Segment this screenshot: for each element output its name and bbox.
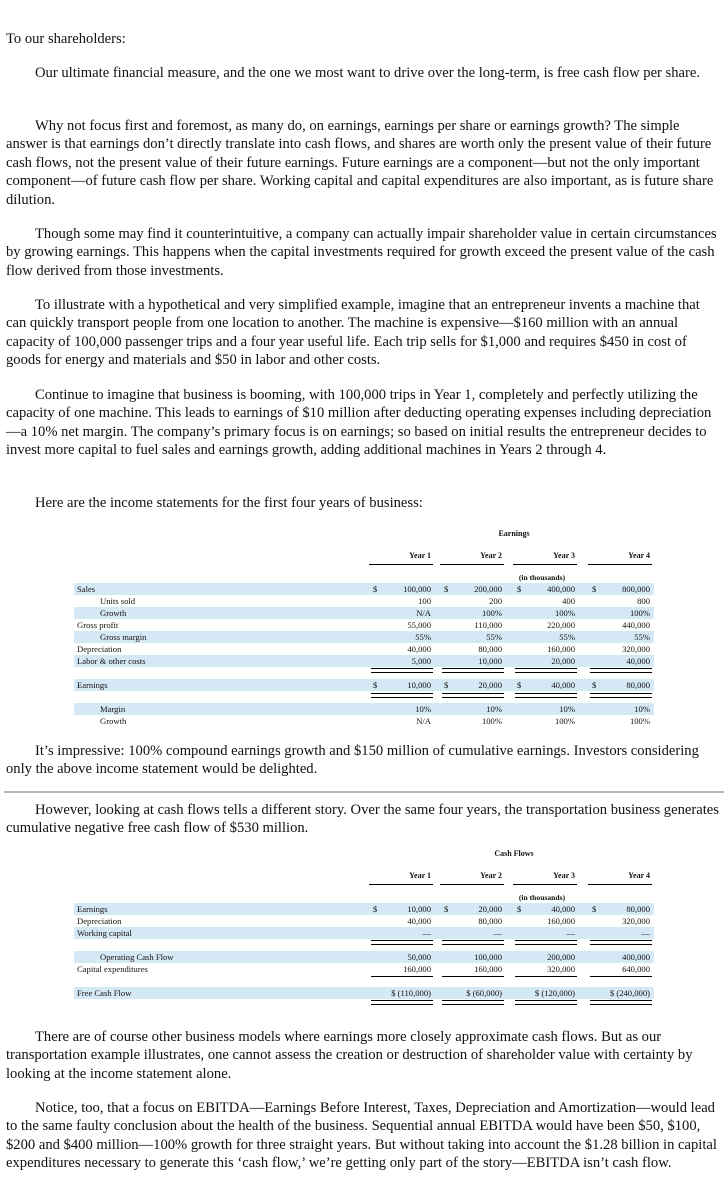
cell-value: 80,000 xyxy=(478,916,502,926)
cell-value: 40,000 xyxy=(407,916,431,926)
cell-value: 160,000 xyxy=(474,964,502,974)
currency-sign: $ xyxy=(444,584,449,594)
cell-value: 160,000 xyxy=(403,964,431,974)
table-row xyxy=(74,903,654,915)
paragraph-1: Our ultimate financial measure, and the one we most want to drive over the long-term, is free cash flow per share. xyxy=(35,65,700,81)
cell-value: 10,000 xyxy=(407,904,431,914)
underline-rule xyxy=(590,672,652,673)
cell-value: 100 xyxy=(418,596,431,606)
year-header: Year 4 xyxy=(628,551,650,560)
cell-value: $ (240,000) xyxy=(609,988,650,998)
year-header: Year 3 xyxy=(553,871,575,880)
row-label: Gross profit xyxy=(77,620,119,630)
year-header: Year 4 xyxy=(628,871,650,880)
paragraph-3: Though some may find it counterintuitive, a company can actually impair shareholder value in certain circumstances by growing earnings. This happens when the capital investments required for growth exceed the present value of the cash flow derived from those investments. xyxy=(6,226,717,279)
cell-value: 80,000 xyxy=(626,680,650,690)
table-row xyxy=(74,927,654,939)
table-row xyxy=(74,595,654,607)
row-label: Capital expenditures xyxy=(77,964,148,974)
paragraph-10: Notice, too, that a focus on EBITDA—Earnings Before Interest, Taxes, Depreciation and Amortization—would lead to the same faulty conclusion about the health of the business. Sequential annual EBITDA would have been $50, $100, $200 and $400 million—100% growth for three straight years. But without taking into account the $1.28 billion in capital expenditures necessary to generate this ‘cash flow,’ we’re getting only part of the story—EBITDA isn’t cash flow. xyxy=(6,1100,717,1172)
cell-value: 80,000 xyxy=(478,644,502,654)
currency-sign: $ xyxy=(373,680,378,690)
underline-rule xyxy=(590,668,652,669)
cell-value: 55% xyxy=(559,632,575,642)
row-label: Operating Cash Flow xyxy=(100,952,174,962)
cell-value: 400,000 xyxy=(622,952,650,962)
cell-value: N/A xyxy=(416,608,431,618)
underline-rule xyxy=(515,976,577,977)
cashflow-table xyxy=(74,848,654,1008)
row-label: Sales xyxy=(77,584,96,594)
cell-value: 40,000 xyxy=(626,656,650,666)
table-row xyxy=(74,607,654,619)
underline-rule xyxy=(590,944,652,945)
year-header: Year 1 xyxy=(409,551,431,560)
cell-value: 800 xyxy=(637,596,650,606)
cell-value: 320,000 xyxy=(622,916,650,926)
cell-value: 320,000 xyxy=(547,964,575,974)
row-label: Depreciation xyxy=(77,916,122,926)
cell-value: 400,000 xyxy=(547,584,575,594)
underline-rule xyxy=(590,693,652,694)
cell-value: 20,000 xyxy=(478,904,502,914)
cell-value: 55% xyxy=(634,632,650,642)
cell-value: 20,000 xyxy=(478,680,502,690)
paragraph-5: Continue to imagine that business is booming, with 100,000 trips in Year 1, completely and perfectly utilizing the capacity of one machine. This leads to earnings of $10 million after deducting operating expenses including depreciation—a 10% net margin. The company’s primary focus is on earnings; so based on initial results the entrepreneur decides to invest more capital to fuel sales and earnings growth, adding additional machines in Years 2 through 4. xyxy=(6,387,712,459)
table-row xyxy=(74,915,654,927)
cell-value: 400 xyxy=(562,596,575,606)
row-label: Margin xyxy=(100,704,126,714)
cell-value: 100% xyxy=(481,716,502,726)
table-row xyxy=(74,963,654,975)
cell-value: 10,000 xyxy=(407,680,431,690)
salutation: To our shareholders: xyxy=(6,31,126,47)
cell-value: 320,000 xyxy=(622,644,650,654)
header-rule xyxy=(513,884,577,885)
cell-value: 40,000 xyxy=(407,644,431,654)
header-rule xyxy=(369,884,433,885)
cell-value: 100% xyxy=(554,716,575,726)
underline-rule xyxy=(442,944,504,945)
row-label: Free Cash Flow xyxy=(77,988,132,998)
currency-sign: $ xyxy=(517,904,522,914)
underline-rule xyxy=(515,668,577,669)
currency-sign: $ xyxy=(517,584,522,594)
cell-value: 55,000 xyxy=(407,620,431,630)
table-row xyxy=(74,619,654,631)
cell-value: 100% xyxy=(629,716,650,726)
underline-rule xyxy=(515,693,577,694)
underline-rule xyxy=(442,672,504,673)
cell-value: 440,000 xyxy=(622,620,650,630)
paragraph-7: It’s impressive: 100% compound earnings growth and $150 million of cumulative earnings. Investors considering only the above income statement would be delighted. xyxy=(6,743,699,778)
underline-rule xyxy=(442,1000,504,1001)
cell-value: 10% xyxy=(415,704,431,714)
table-caption: Cash Flows xyxy=(494,849,534,858)
underline-rule xyxy=(515,944,577,945)
cell-value: 10% xyxy=(559,704,575,714)
underline-rule xyxy=(442,940,504,941)
section-divider xyxy=(4,791,724,793)
underline-rule xyxy=(590,976,652,977)
currency-sign: $ xyxy=(592,904,597,914)
year-header: Year 1 xyxy=(409,871,431,880)
currency-sign: $ xyxy=(373,584,378,594)
cell-value: 100,000 xyxy=(474,952,502,962)
cell-value: $ (120,000) xyxy=(534,988,575,998)
year-header: Year 2 xyxy=(480,871,502,880)
cell-value: 200,000 xyxy=(474,584,502,594)
currency-sign: $ xyxy=(592,680,597,690)
paragraph-9: There are of course other business models where earnings more closely approximate cash flows. But as our transportation example illustrates, one cannot assess the creation or destruction of shareholder value with certainty by looking at the income statement alone. xyxy=(6,1029,693,1082)
underline-rule xyxy=(371,672,433,673)
cell-value: 40,000 xyxy=(551,680,575,690)
underline-rule xyxy=(590,1004,652,1005)
unit-label: (in thousands) xyxy=(518,573,566,582)
underline-rule xyxy=(371,976,433,977)
underline-rule xyxy=(371,668,433,669)
table-row xyxy=(74,655,654,667)
table-row xyxy=(74,583,654,595)
year-header: Year 2 xyxy=(480,551,502,560)
currency-sign: $ xyxy=(517,680,522,690)
cell-value: 160,000 xyxy=(547,916,575,926)
cell-value: — xyxy=(422,928,431,938)
row-label: Growth xyxy=(100,716,127,726)
cell-value: 20,000 xyxy=(551,656,575,666)
cell-value: — xyxy=(641,928,650,938)
cell-value: 200,000 xyxy=(547,952,575,962)
underline-rule xyxy=(442,693,504,694)
cell-value: 5,000 xyxy=(411,656,431,666)
currency-sign: $ xyxy=(592,584,597,594)
paragraph-8: However, looking at cash flows tells a different story. Over the same four years, the transportation business generates cumulative negative free cash flow of $530 million. xyxy=(6,802,719,837)
row-label: Earnings xyxy=(77,904,108,914)
underline-rule xyxy=(590,697,652,698)
underline-rule xyxy=(371,1004,433,1005)
underline-rule xyxy=(515,1000,577,1001)
row-label: Earnings xyxy=(77,680,108,690)
cell-value: 800,000 xyxy=(622,584,650,594)
row-label: Growth xyxy=(100,608,127,618)
paragraph-6: Here are the income statements for the first four years of business: xyxy=(35,495,423,511)
table-row xyxy=(74,631,654,643)
cell-value: 10% xyxy=(634,704,650,714)
header-rule xyxy=(513,564,577,565)
header-rule xyxy=(440,884,504,885)
cell-value: 55% xyxy=(486,632,502,642)
table-row xyxy=(74,703,654,715)
cell-value: 10,000 xyxy=(478,656,502,666)
cell-value: 100% xyxy=(629,608,650,618)
underline-rule xyxy=(515,672,577,673)
cell-value: 220,000 xyxy=(547,620,575,630)
currency-sign: $ xyxy=(373,904,378,914)
row-label: Labor & other costs xyxy=(77,656,146,666)
year-header: Year 3 xyxy=(553,551,575,560)
table-row xyxy=(74,679,654,691)
table-row xyxy=(74,715,654,727)
header-rule xyxy=(588,564,652,565)
currency-sign: $ xyxy=(444,904,449,914)
cell-value: 100% xyxy=(554,608,575,618)
cell-value: 110,000 xyxy=(474,620,502,630)
cell-value: 200 xyxy=(489,596,502,606)
underline-rule xyxy=(515,697,577,698)
row-label: Gross margin xyxy=(100,632,147,642)
cell-value: 10% xyxy=(486,704,502,714)
cell-value: — xyxy=(493,928,502,938)
underline-rule xyxy=(442,976,504,977)
cell-value: 100,000 xyxy=(403,584,431,594)
underline-rule xyxy=(371,944,433,945)
underline-rule xyxy=(515,940,577,941)
underline-rule xyxy=(371,940,433,941)
currency-sign: $ xyxy=(444,680,449,690)
cell-value: N/A xyxy=(416,716,431,726)
table-row xyxy=(74,643,654,655)
table-caption: Earnings xyxy=(498,529,530,538)
cell-value: 160,000 xyxy=(547,644,575,654)
header-rule xyxy=(369,564,433,565)
header-rule xyxy=(588,884,652,885)
underline-rule xyxy=(442,1004,504,1005)
table-row xyxy=(74,951,654,963)
underline-rule xyxy=(442,668,504,669)
underline-rule xyxy=(442,697,504,698)
underline-rule xyxy=(371,693,433,694)
cell-value: 100% xyxy=(481,608,502,618)
cell-value: 640,000 xyxy=(622,964,650,974)
earnings-table xyxy=(74,528,654,728)
paragraph-2: Why not focus first and foremost, as many do, on earnings, earnings per share or earnings growth? The simple answer is that earnings don’t directly translate into cash flows, and shares are worth only the present value of their future cash flows, not the present value of their future earnings. Future earnings are a component—but not the only important component—of future cash flow per share. Working capital and capital expenditures are also important, as is future share dilution. xyxy=(6,118,714,208)
cell-value: $ (60,000) xyxy=(466,988,502,998)
underline-rule xyxy=(515,1004,577,1005)
underline-rule xyxy=(590,1000,652,1001)
unit-label: (in thousands) xyxy=(518,893,566,902)
cell-value: 50,000 xyxy=(407,952,431,962)
row-label: Units sold xyxy=(100,596,136,606)
table-row xyxy=(74,987,654,999)
cell-value: 55% xyxy=(415,632,431,642)
paragraph-4: To illustrate with a hypothetical and very simplified example, imagine that an entrepreneur invents a machine that can quickly transport people from one location to another. The machine is expensive—$160 million with an annual capacity of 100,000 passenger trips and a four year useful life. Each trip sells for $1,000 and requires $450 in cost of goods for energy and materials and $50 in labor and other costs. xyxy=(6,297,700,369)
cell-value: 80,000 xyxy=(626,904,650,914)
underline-rule xyxy=(371,1000,433,1001)
underline-rule xyxy=(590,940,652,941)
header-rule xyxy=(440,564,504,565)
underline-rule xyxy=(371,697,433,698)
cell-value: $ (110,000) xyxy=(391,988,431,998)
row-label: Working capital xyxy=(77,928,132,938)
cell-value: — xyxy=(566,928,575,938)
row-label: Depreciation xyxy=(77,644,122,654)
cell-value: 40,000 xyxy=(551,904,575,914)
